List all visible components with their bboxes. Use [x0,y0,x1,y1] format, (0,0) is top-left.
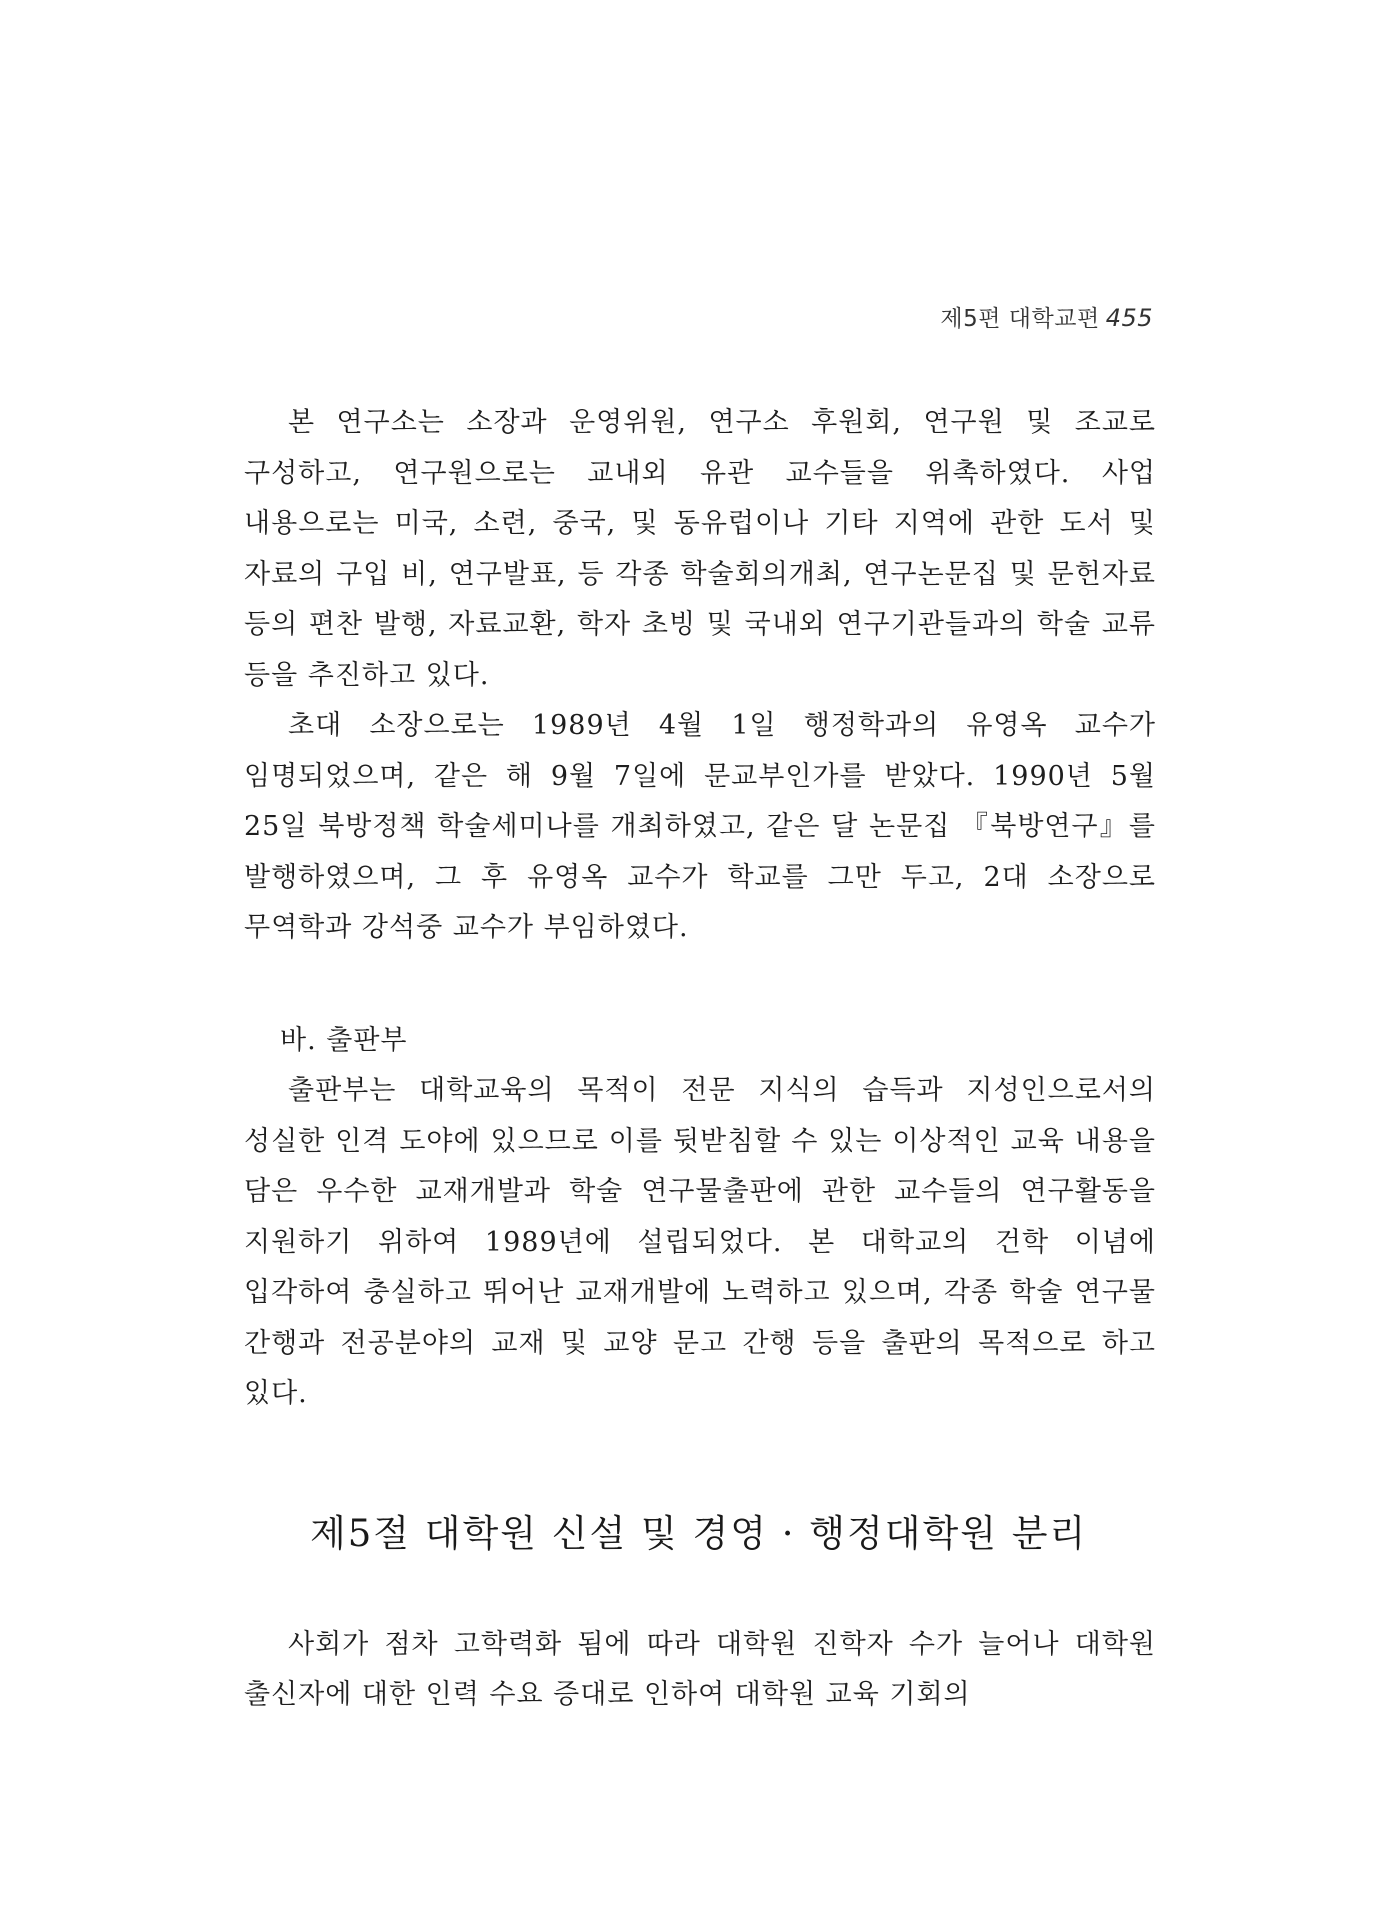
paragraph-publishing-department: 출판부는 대학교육의 목적이 전문 지식의 습득과 지성인으로서의 성실한 인격 도야에 있으므로 이를 뒷받침할 수 있는 이상적인 교육 내용을 담은 우수한 교재개발과 학술 연구물출판에 관한 교수들의 연구활동을 지원하기 위하여 1989년에 설립되었다. 본 대학교의 건학 이념에 입각하여 충실하고 뛰어난 교재개발에 노력하고 있으며, 각종 학술 연구물 간행과 전공분야의 교재 및 교양 문고 간행 등을 출판의 목적으로 하고 있다. [244,1075,1156,1409]
section-title: 제5절 대학원 신설 및 경영 · 행정대학원 분리 [310,1511,1088,1555]
paragraph-research-institute-organization: 본 연구소는 소장과 운영위원, 연구소 후원회, 연구원 및 조교로 구성하고, 연구원으로는 교내외 유관 교수들을 위촉하였다. 사업 내용으로는 미국, 소련, 중국, 및 동유럽이나 기타 지역에 관한 도서 및 자료의 구입 비, 연구발표, 등 각종 학술회의개최, 연구논문집 및 문헌자료 등의 편찬 발행, 자료교환, 학자 초빙 및 국내외 연구기관들과의 학술 교류 등을 추진하고 있다. [244,407,1156,691]
page-body [244,398,1156,1721]
paragraph-graduate-school-intro: 사회가 점차 고학력화 됨에 따라 대학원 진학자 수가 늘어나 대학원 출신자에 대한 인력 수요 증대로 인하여 대학원 교육 기회의 [244,1628,1156,1710]
header-section-label: 제5편 대학교편 [940,306,1100,332]
paragraph-research-institute-history: 초대 소장으로는 1989년 4월 1일 행정학과의 유영옥 교수가 임명되었으며, 같은 해 9월 7일에 문교부인가를 받았다. 1990년 5월 25일 북방정책 학술세미나를 개최하였고, 같은 달 논문집 『북방연구』를 발행하였으며, 그 후 유영옥 교수가 학교를 그만 두고, 2대 소장으로 무역학과 강석중 교수가 부임하였다. [244,710,1156,943]
subheading-publishing-department: 바. 출판부 [280,1024,408,1056]
page-number: 455 [1105,304,1153,332]
running-header [940,300,1153,333]
